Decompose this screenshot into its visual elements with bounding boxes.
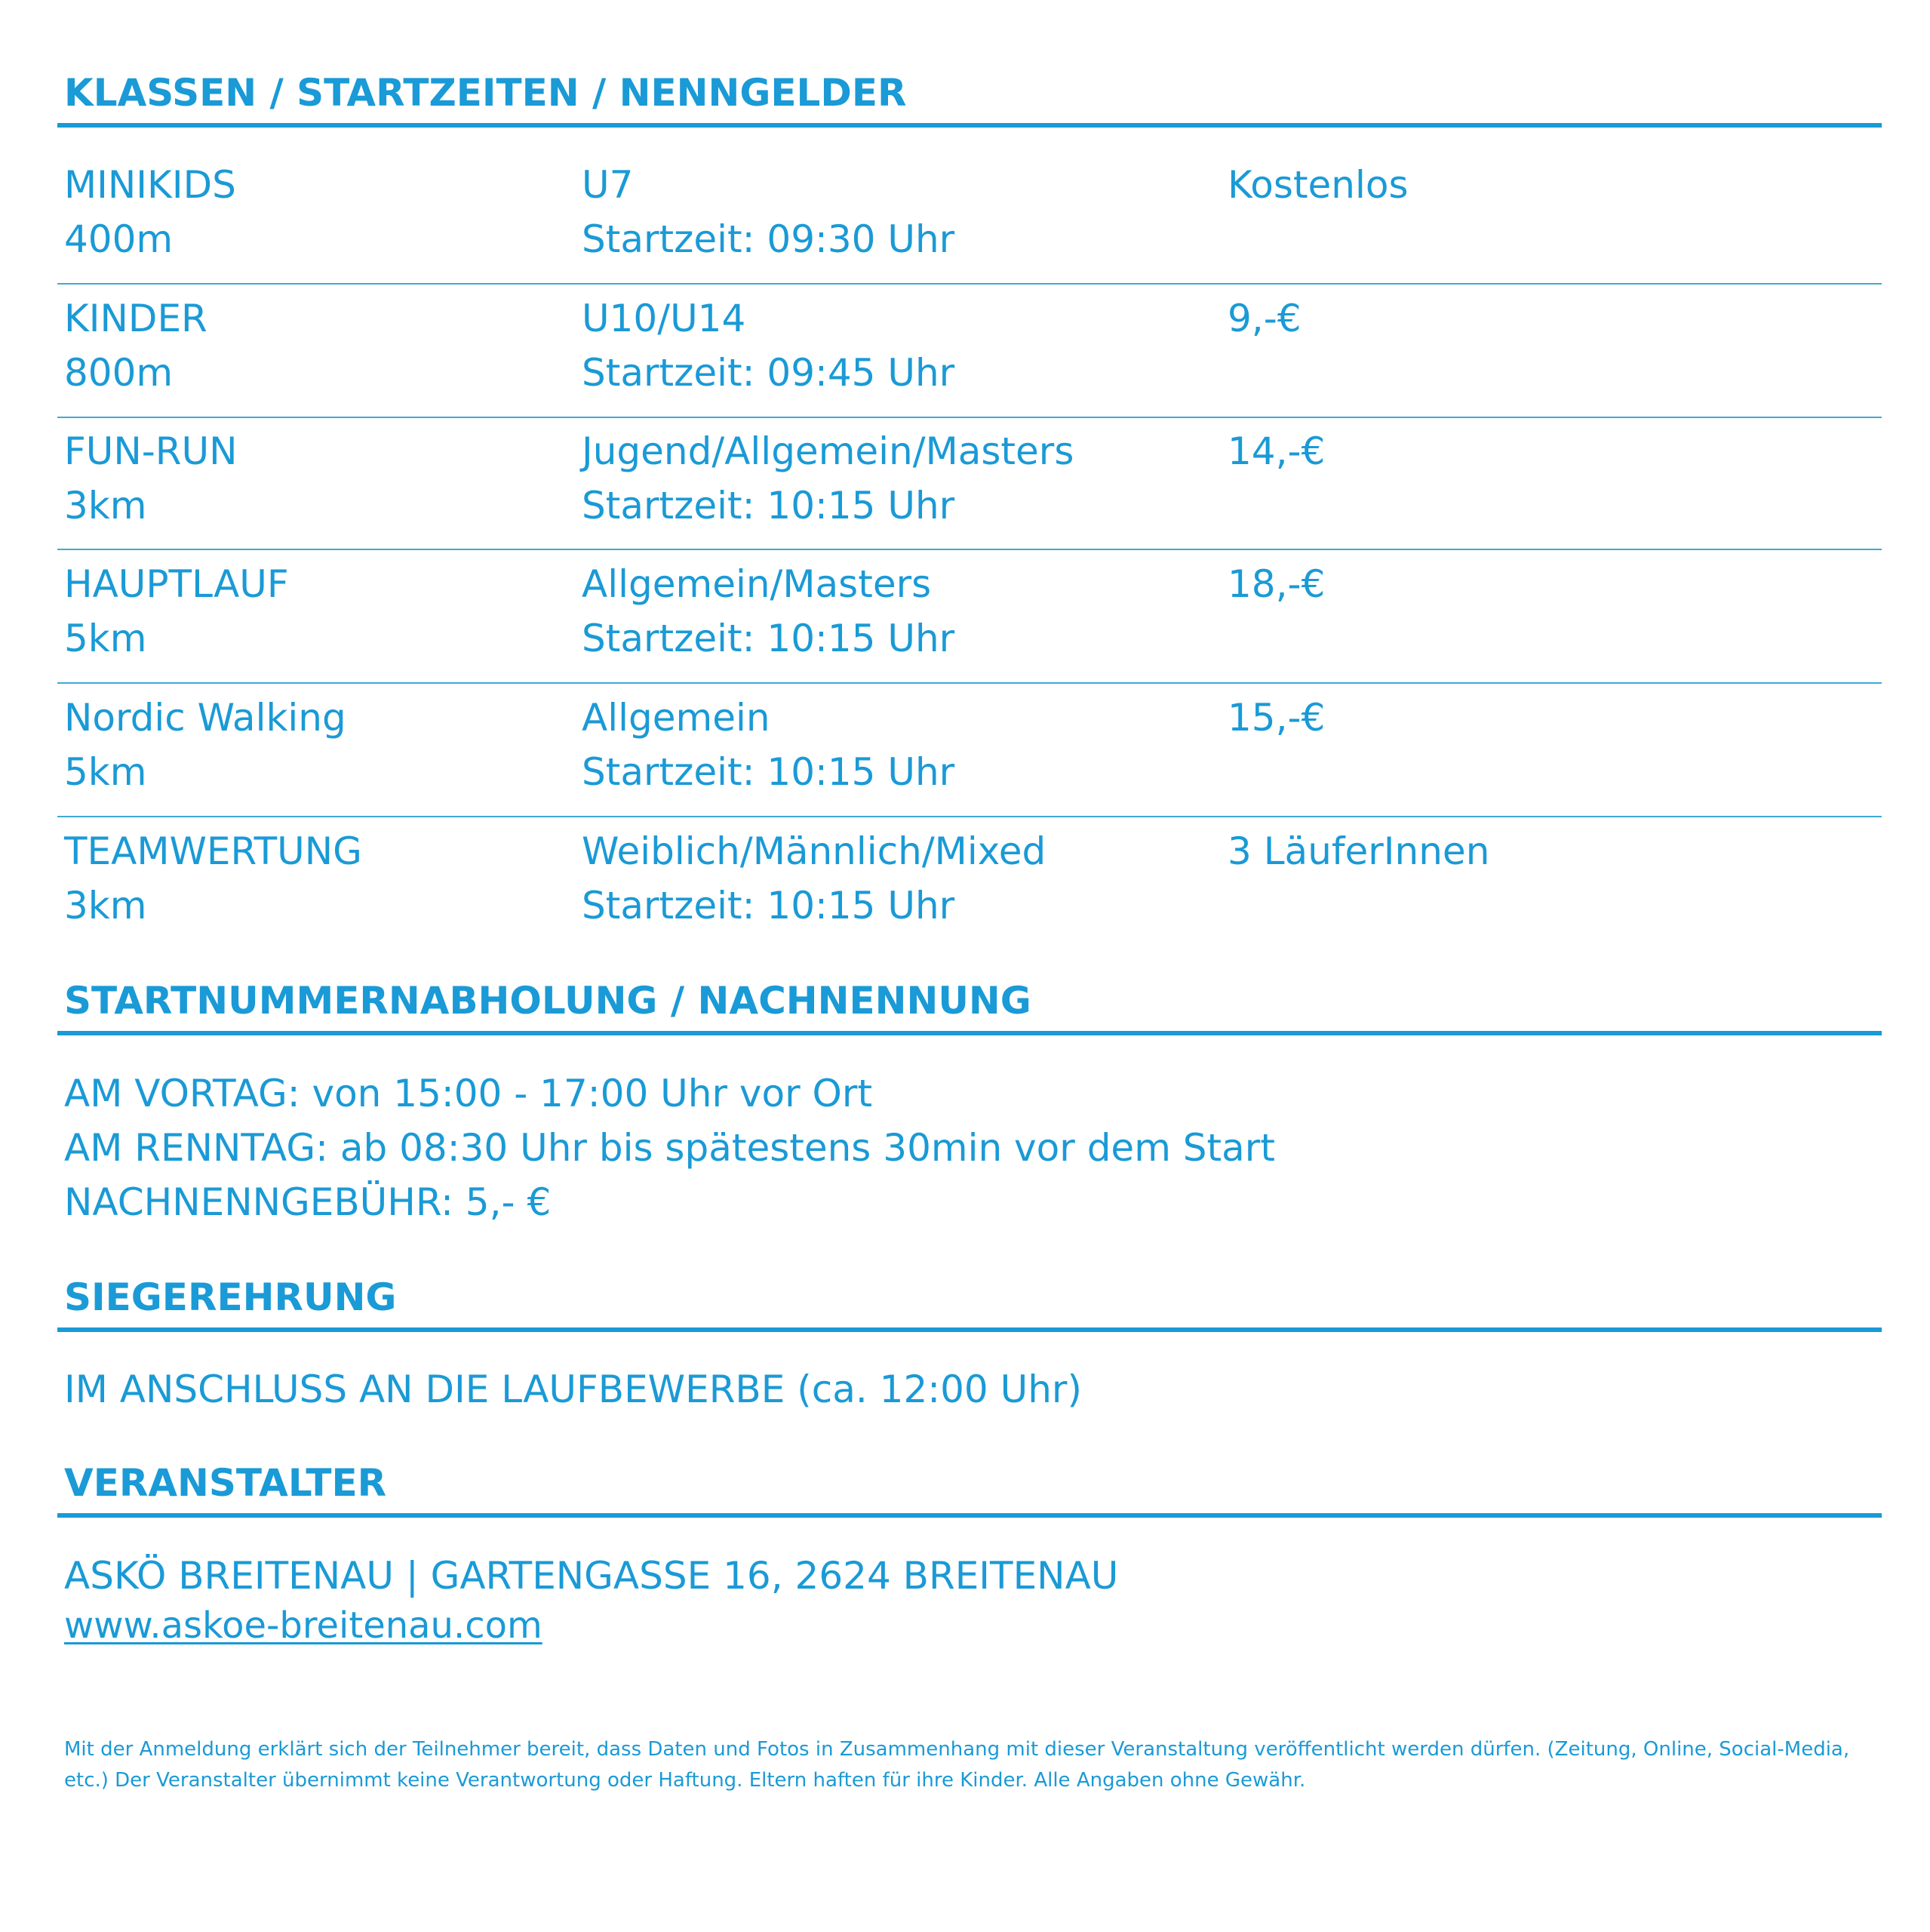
class-name: FUN-RUN <box>64 429 238 473</box>
class-fee: Kostenlos <box>1228 163 1409 207</box>
row-divider <box>57 682 1882 684</box>
row-divider <box>57 816 1882 817</box>
late-registration-fee: NACHNENNGEBÜHR: 5,- € <box>64 1180 552 1224</box>
row-divider <box>57 417 1882 418</box>
class-start-time: Startzeit: 10:15 Uhr <box>582 617 955 660</box>
ceremony-heading-rule <box>57 1327 1882 1332</box>
class-fee: 9,-€ <box>1228 297 1302 340</box>
class-category: Allgemein/Masters <box>582 562 932 606</box>
class-distance: 5km <box>64 750 147 794</box>
class-name: Nordic Walking <box>64 696 346 740</box>
row-divider <box>57 283 1882 285</box>
class-category: Allgemein <box>582 696 770 740</box>
class-fee: 3 LäuferInnen <box>1228 829 1490 873</box>
class-distance: 800m <box>64 351 174 395</box>
class-name: HAUPTLAUF <box>64 562 289 606</box>
organizer-website-link[interactable]: www.askoe-breitenau.com <box>64 1604 542 1647</box>
row-divider <box>57 549 1882 550</box>
organizer-address: ASKÖ BREITENAU | GARTENGASSE 16, 2624 BREITENAU <box>64 1554 1119 1598</box>
class-category: U10/U14 <box>582 297 746 340</box>
organizer-heading-rule <box>57 1513 1882 1518</box>
classes-heading-rule <box>57 123 1882 128</box>
class-name: KINDER <box>64 297 207 340</box>
class-start-time: Startzeit: 10:15 Uhr <box>582 484 955 528</box>
pickup-line-race-day: AM RENNTAG: ab 08:30 Uhr bis spätestens 30min vor dem Start <box>64 1126 1275 1170</box>
class-name: TEAMWERTUNG <box>64 829 362 873</box>
class-category: Weiblich/Männlich/Mixed <box>582 829 1046 873</box>
class-distance: 400m <box>64 217 174 261</box>
class-start-time: Startzeit: 10:15 Uhr <box>582 750 955 794</box>
ceremony-text: IM ANSCHLUSS AN DIE LAUFBEWERBE (ca. 12:00 Uhr) <box>64 1367 1082 1411</box>
organizer-heading: VERANSTALTER <box>64 1461 387 1505</box>
class-category: Jugend/Allgemein/Masters <box>582 429 1074 473</box>
class-name: MINIKIDS <box>64 163 236 207</box>
class-fee: 15,-€ <box>1228 696 1326 740</box>
class-fee: 14,-€ <box>1228 429 1326 473</box>
class-start-time: Startzeit: 10:15 Uhr <box>582 884 955 928</box>
pickup-heading-rule <box>57 1031 1882 1035</box>
ceremony-heading: SIEGEREHRUNG <box>64 1275 397 1319</box>
class-start-time: Startzeit: 09:45 Uhr <box>582 351 955 395</box>
class-fee: 18,-€ <box>1228 562 1326 606</box>
footer-disclaimer: Mit der Anmeldung erklärt sich der Teilnehmer bereit, dass Daten und Fotos in Zusammenhang mit dieser Veranstaltung veröffentlicht werden dürfen. (Zeitung, Online, Social-Media, etc.) Der Veranstalter übernimmt keine Verantwortung oder Haftung. Eltern haften für ihre Kinder. Alle Angaben ohne Gewähr. <box>64 1738 1850 1792</box>
pickup-heading: STARTNUMMERNABHOLUNG / NACHNENNUNG <box>64 979 1031 1023</box>
pickup-line-day-before: AM VORTAG: von 15:00 - 17:00 Uhr vor Ort <box>64 1072 873 1115</box>
class-distance: 3km <box>64 484 147 528</box>
class-distance: 5km <box>64 617 147 660</box>
class-category: U7 <box>582 163 634 207</box>
class-distance: 3km <box>64 884 147 928</box>
classes-heading: KLASSEN / STARTZEITEN / NENNGELDER <box>64 71 907 115</box>
class-start-time: Startzeit: 09:30 Uhr <box>582 217 955 261</box>
